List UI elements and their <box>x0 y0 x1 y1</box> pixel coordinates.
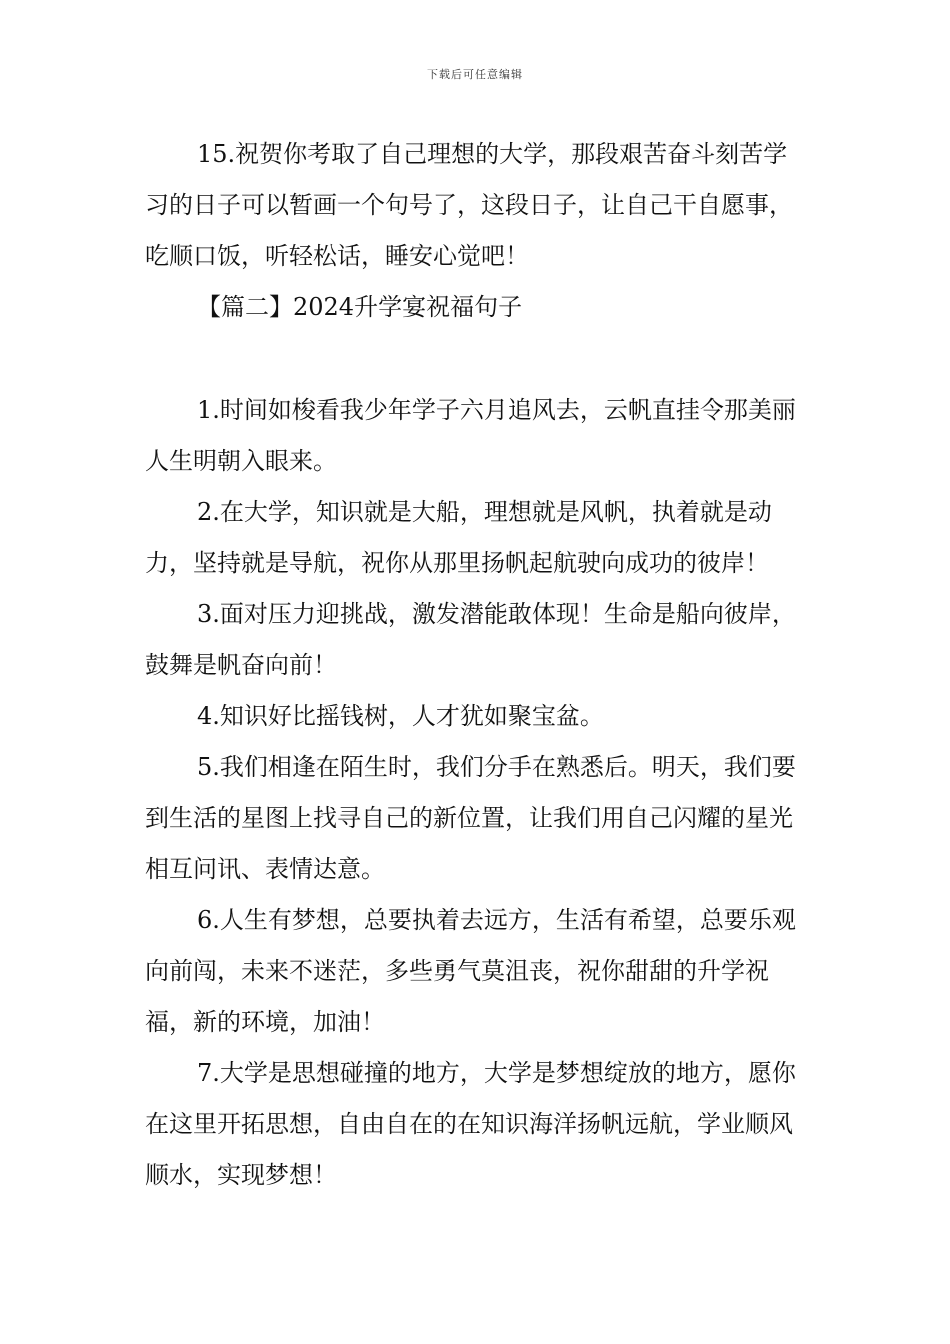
paragraph-7: 7.大学是思想碰撞的地方，大学是梦想绽放的地方，愿你在这里开拓思想，自由自在的在知识海洋扬帆远航，学业顺风顺水，实现梦想！ <box>145 1059 796 1189</box>
blank-line <box>145 333 810 385</box>
document-body <box>145 129 810 1201</box>
paragraph-3: 3.面对压力迎挑战，激发潜能敢体现！生命是船向彼岸，鼓舞是帆奋向前！ <box>145 600 796 679</box>
paragraph-6: 6.人生有梦想，总要执着去远方，生活有希望，总要乐观向前闯，未来不迷茫，多些勇气莫沮丧，祝你甜甜的升学祝福，新的环境，加油！ <box>145 906 796 1036</box>
page-header: 下载后可任意编辑 <box>427 68 523 81</box>
paragraph-1: 1.时间如梭看我少年学子六月追风去，云帆直挂令那美丽人生明朝入眼来。 <box>145 396 796 475</box>
paragraph-5: 5.我们相逢在陌生时，我们分手在熟悉后。明天，我们要到生活的星图上找寻自己的新位置，让我们用自己闪耀的星光相互问讯、表情达意。 <box>145 753 796 883</box>
paragraph-4: 4.知识好比摇钱树，人才犹如聚宝盆。 <box>197 702 604 730</box>
section-heading: 【篇二】2024升学宴祝福句子 <box>197 293 523 321</box>
paragraph-15: 15.祝贺你考取了自己理想的大学，那段艰苦奋斗刻苦学习的日子可以暂画一个句号了，这段日子，让自己干自愿事，吃顺口饭，听轻松话，睡安心觉吧！ <box>145 140 793 270</box>
paragraph-2: 2.在大学，知识就是大船，理想就是风帆，执着就是动力，坚持就是导航，祝你从那里扬帆起航驶向成功的彼岸！ <box>145 498 772 577</box>
